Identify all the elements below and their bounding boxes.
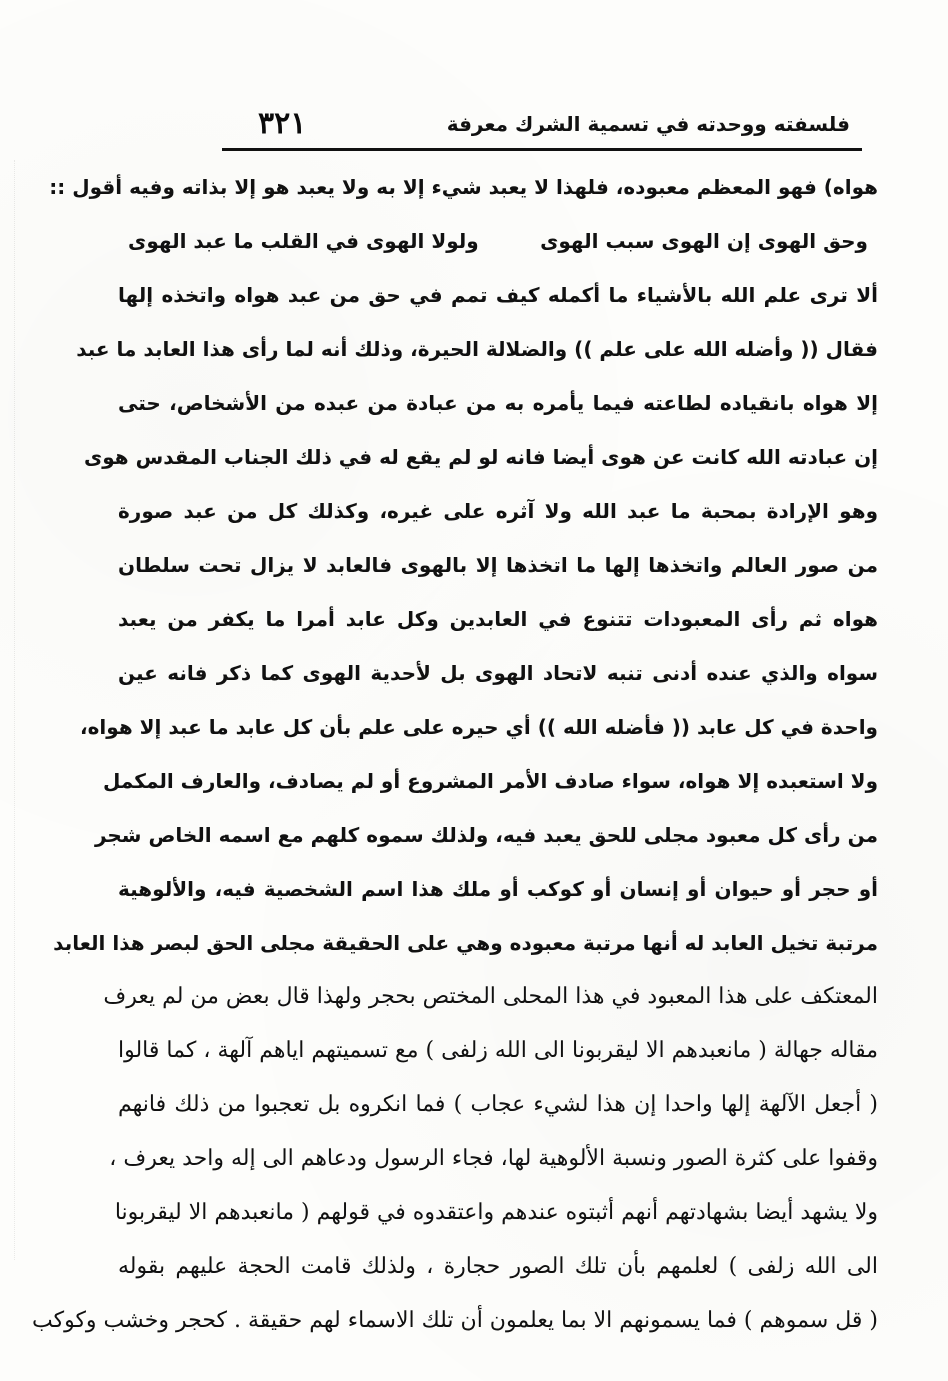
text-line: ( قل سموهم ) فما يسمونهم الا بما يعلمون أن تلك الاسماء لهم حقيقة . كحجر وخشب وكوكب [32, 1308, 878, 1333]
running-title: فلسفته ووحدته في تسمية الشرك معرفة [446, 112, 850, 136]
body-text [32, 160, 878, 1348]
text-line: وقفوا على كثرة الصور ونسبة الألوهية لها، فجاء الرسول ودعاهم الى إله واحد يعرف ، [109, 1146, 878, 1171]
page-gutter [14, 160, 27, 1260]
text-line: ولا استعبده إلا هواه، سواء صادف الأمر المشروع أو لم يصادف، والعارف المكمل [103, 769, 878, 793]
text-line: من صور العالم واتخذها إلها ما اتخذها إلا بالهوى فالعابد لا يزال تحت سلطان [118, 553, 878, 577]
text-line: ( أجعل الآلهة إلها واحدا إن هذا لشيء عجاب ) فما انكروه بل تعجبوا من ذلك فانهم [118, 1092, 878, 1117]
verse-hemistich-left: ولولا الهوى في القلب ما عبد الهوى [128, 229, 479, 253]
text-line: من رأى كل معبود مجلى للحق يعبد فيه، ولذلك سموه كلهم مع اسمه الخاص شجر [94, 823, 878, 847]
text-line: ألا ترى علم الله بالأشياء ما أكمله كيف تمم في حق من عبد هواه واتخذه إلها [118, 283, 878, 307]
text-line: الى الله زلفى ) لعلمهم بأن تلك الصور حجارة ، ولذلك قامت الحجة عليهم بقوله [118, 1254, 878, 1279]
text-line: واحدة في كل عابد (( فأضله الله )) أي حيره على علم بأن كل عابد ما عبد إلا هواه، [80, 715, 878, 739]
text-line: مقاله جهالة ( مانعبدهم الا ليقربونا الى الله زلفى ) مع تسميتهم اياهم آلهة ، كما قالوا [118, 1038, 878, 1063]
header-rule [222, 148, 862, 151]
text-line: هواه) فهو المعظم معبوده، فلهذا لا يعبد شيء إلا به ولا يعبد هو إلا بذاته وفيه أقول :: [49, 175, 878, 199]
text-line: ولا يشهد أيضا بشهادتهم أنهم أثبتوه عندهم واعتقدوه في قولهم ( مانعبدهم الا ليقربونا [114, 1200, 878, 1225]
text-line: المعتكف على هذا المعبود في هذا المحلى المختص بحجر ولهذا قال بعض من لم يعرف [103, 984, 878, 1009]
verse-hemistich-right: وحق الهوى إن الهوى سبب الهوى [540, 229, 868, 253]
text-line: هواه ثم رأى المعبودات تتنوع في العابدين وكل عابد أمرا ما يكفر من يعبد [118, 607, 878, 631]
text-line: سواه والذي عنده أدنى تنبه لاتحاد الهوى بل لأحدية الهوى كما ذكر فانه عين [118, 661, 878, 685]
text-line: مرتبة تخيل العابد له أنها مرتبة معبوده وهي على الحقيقة مجلى الحق لبصر هذا العابد [53, 931, 878, 955]
text-line: إلا هواه بانقياده لطاعته فيما يأمره به من عبادة من عبده من الأشخاص، حتى [118, 391, 878, 415]
text-line: أو حجر أو حيوان أو إنسان أو كوكب أو ملك هذا اسم الشخصية فيه، والألوهية [118, 877, 878, 901]
verse-line [118, 214, 878, 268]
page-number: ٣٢١ [258, 106, 307, 141]
text-line: إن عبادته الله كانت عن هوى أيضا فانه لو لم يقع له في ذلك الجناب المقدس هوى [83, 445, 878, 469]
text-line: فقال (( وأضله الله على علم )) والضلالة الحيرة، وذلك أنه لما رأى هذا العابد ما عبد [76, 337, 878, 361]
text-line: وهو الإرادة بمحبة ما عبد الله ولا آثره على غيره، وكذلك كل من عبد صورة [118, 499, 878, 523]
